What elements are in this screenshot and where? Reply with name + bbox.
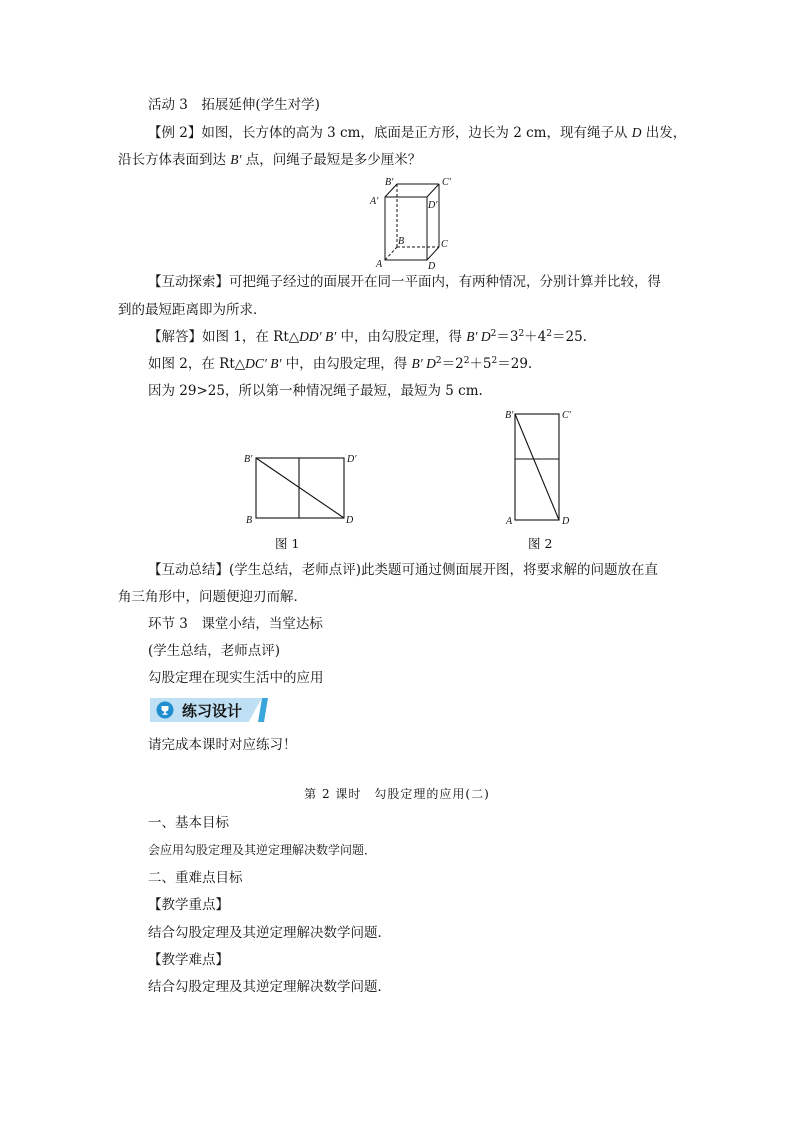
summary-line1: 【互动总结】(学生总结，老师点评)此类题可通过侧面展开图，将要求解的问题放在直 [148, 562, 659, 578]
key-point-text: 结合勾股定理及其逆定理解决数学问题． [148, 925, 391, 941]
cuboid-figure [365, 172, 465, 272]
explore-line1: 【互动探索】可把绳子经过的面展开在同一平面内，有两种情况，分别计算并比较，得 [148, 274, 661, 290]
basic-goal-heading: 一、基本目标 [148, 815, 229, 831]
key-goal-heading: 二、重难点目标 [148, 870, 243, 886]
fig2-label-D: D [562, 516, 570, 527]
fig1-label-D: D [346, 515, 354, 526]
cuboid-label-B: B [398, 236, 405, 247]
fig1-label-D1: D′ [347, 454, 357, 465]
cuboid-label-A1: A′ [370, 196, 379, 207]
figure-2-caption: 图 2 [528, 536, 553, 551]
review-note: (学生总结，老师点评) [148, 643, 281, 659]
fig1-label-B1: B′ [244, 454, 253, 465]
cuboid-label-D: D [428, 261, 436, 272]
explore-line2: 到的最短距离即为所求． [118, 302, 267, 318]
topic-text: 勾股定理在现实生活中的应用 [148, 670, 324, 686]
fig1-label-B: B [246, 515, 253, 526]
figure-1 [240, 448, 370, 533]
cuboid-label-A: A [376, 259, 383, 270]
cuboid-label-B1: B′ [385, 177, 394, 188]
difficulty-label: 【教学难点】 [148, 952, 229, 968]
section-3-heading: 环节 3 课堂小结，当堂达标 [148, 616, 323, 632]
example-2-line1: 【例 2】如图，长方体的高为 3 cm，底面是正方形，边长为 2 cm，现有绳子从 D 出发， [148, 125, 687, 141]
fig2-label-A: A [506, 516, 513, 527]
summary-label: 【互动总结】 [148, 562, 229, 578]
solution-line1: 【解答】如图 1，在 Rt△DD′ B′ 中，由勾股定理，得 B′ $D^2=3^2+4^2=25$. [148, 329, 587, 345]
trophy-icon [156, 701, 174, 719]
example-2-line2: 沿长方体表面到达 B′ 点，问绳子最短是多少厘米？ [118, 152, 422, 168]
solution-line3: 因为 29>25，所以第一种情况绳子最短，最短为 5 cm. [148, 383, 483, 399]
fig2-label-C1: C′ [562, 410, 571, 421]
difficulty-text: 结合勾股定理及其逆定理解决数学问题． [148, 979, 391, 995]
basic-goal-text: 会应用勾股定理及其逆定理解决数学问题． [148, 843, 377, 857]
fig2-label-B1: B′ [505, 410, 514, 421]
cuboid-label-C: C [441, 239, 448, 250]
activity-heading: 活动 3 拓展延伸(学生对学) [148, 97, 320, 113]
explore-label: 【互动探索】 [148, 274, 229, 290]
practice-design-label: 练习设计 [182, 702, 243, 720]
solution-line2: 如图 2，在 Rt△DC′ B′ 中，由勾股定理，得 B′ $D^2=2^2+5^2=29$. [148, 356, 533, 372]
key-point-label: 【教学重点】 [148, 897, 229, 913]
lesson-2-title: 第 2 课时 勾股定理的应用(二) [304, 787, 490, 801]
example-label: 【例 2】 [148, 125, 202, 141]
practice-design-badge [150, 698, 275, 722]
cuboid-label-C1: C′ [442, 177, 451, 188]
practice-text: 请完成本课时对应练习！ [148, 737, 297, 753]
solution-label: 【解答】 [148, 329, 202, 345]
summary-line2: 角三角形中，问题便迎刃而解． [118, 589, 307, 605]
figure-1-caption: 图 1 [275, 536, 300, 551]
figure-2 [500, 402, 590, 532]
cuboid-label-D1: D′ [428, 200, 438, 211]
